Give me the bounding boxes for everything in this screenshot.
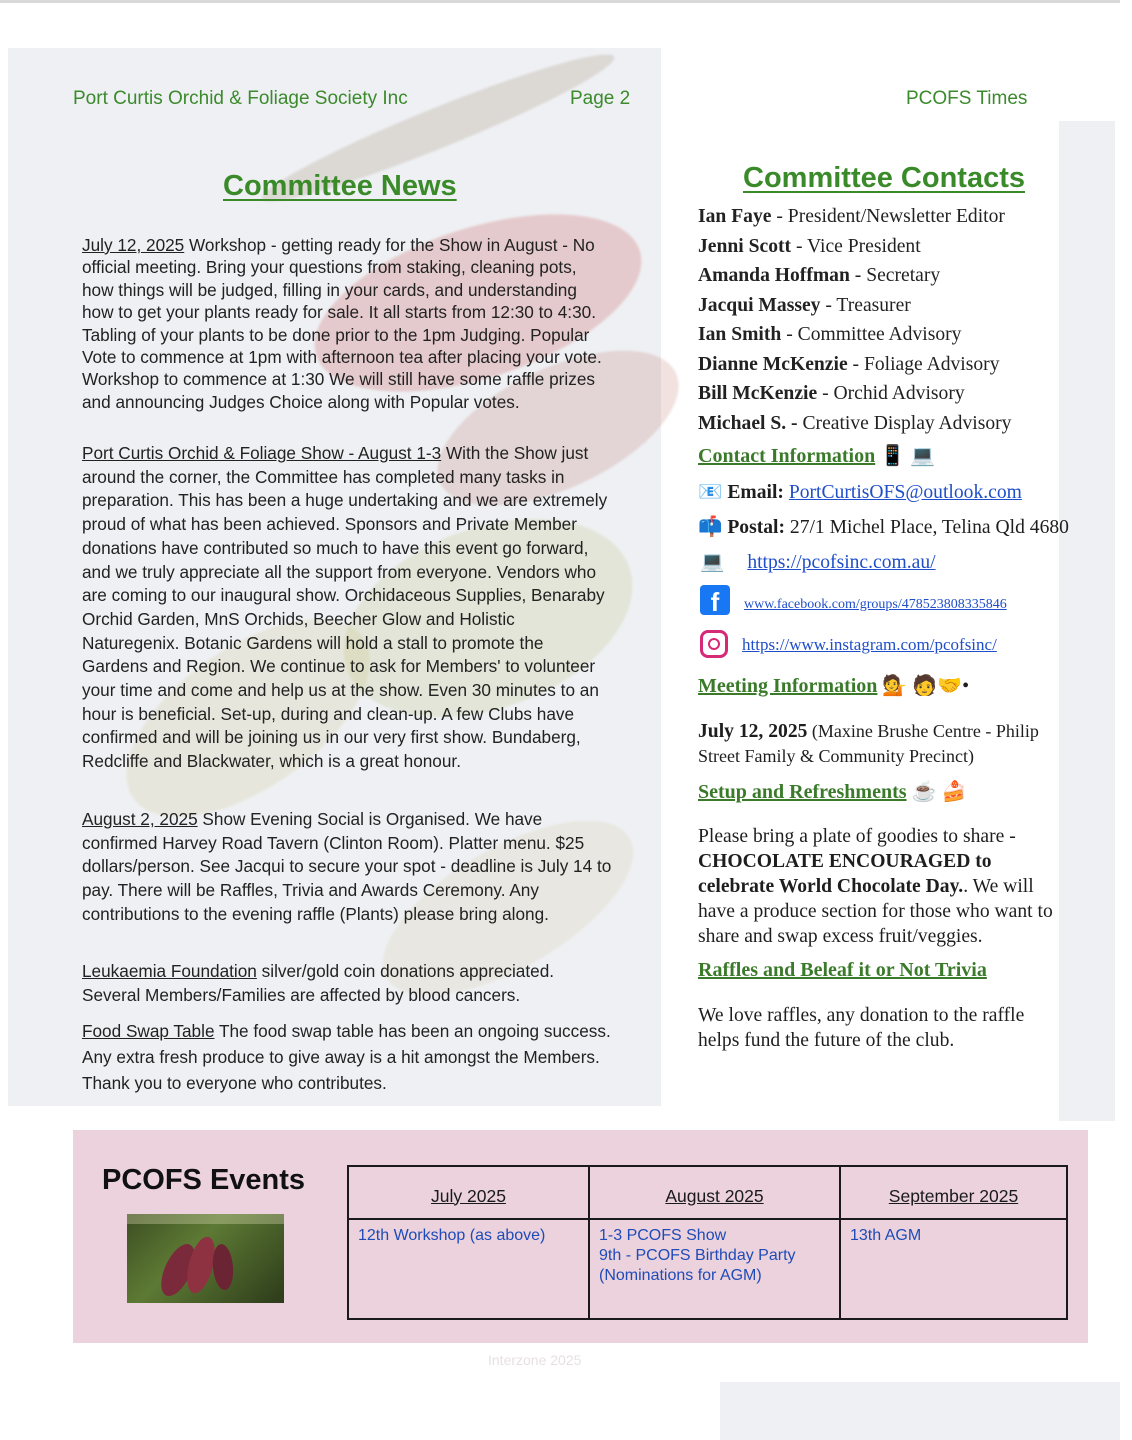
facebook-link[interactable]: www.facebook.com/groups/478523808335846	[744, 596, 1007, 612]
setup-heading	[698, 779, 966, 804]
meeting-location: (Maxine Brushe Centre - Philip Street Family & Community Precinct)	[698, 721, 1039, 766]
column-header-september: September 2025	[840, 1166, 1067, 1219]
member-row	[698, 236, 1078, 266]
pod-shape	[211, 1243, 235, 1291]
meeting-information-heading	[698, 673, 969, 698]
member-role: Creative Display Advisory	[797, 412, 1012, 434]
committee-news-title: Committee News	[223, 170, 457, 202]
chocolate-encouraged-text: CHOCOLATE ENCOURAGED to celebrate World Chocolate Day.	[698, 851, 992, 897]
setup-text-intro: Please bring a plate of goodies to share -	[698, 826, 1016, 847]
member-name: Bill McKenzie	[698, 383, 818, 404]
news-heading: August 2, 2025	[82, 809, 198, 829]
member-name: Amanda Hoffman	[698, 265, 850, 286]
instagram-row	[700, 630, 997, 658]
event-item: 12th Workshop (as above)	[358, 1227, 546, 1244]
member-role: - Foliage Advisory	[847, 353, 1000, 375]
member-role: - Secretary	[849, 265, 941, 286]
email-icon: 📧	[698, 482, 723, 503]
member-row	[698, 383, 1078, 413]
member-row	[698, 295, 1078, 325]
contact-information-heading	[698, 443, 935, 468]
news-heading: Food Swap Table	[82, 1021, 215, 1041]
postal-label: Postal:	[727, 517, 785, 538]
facebook-row	[700, 585, 1007, 615]
phone-laptop-icon: 📱 💻	[880, 445, 936, 467]
sky-strip	[127, 1214, 284, 1224]
bottom-panel-background	[720, 1382, 1120, 1440]
member-role: - Treasurer	[820, 294, 911, 316]
news-heading: Leukaemia Foundation	[82, 961, 257, 981]
committee-contacts-title: Committee Contacts	[743, 162, 1025, 194]
news-heading: Port Curtis Orchid & Foliage Show - August 1-3	[82, 443, 442, 463]
meeting-date: July 12, 2025	[698, 721, 808, 742]
meeting-details	[698, 719, 1070, 769]
website-row	[700, 550, 936, 574]
news-heading: July 12, 2025	[82, 235, 185, 255]
events-body-row	[348, 1219, 1067, 1319]
news-text: silver/gold coin donations appreciated. Several Members/Families are affected by blood cancers.	[82, 961, 555, 1005]
member-row	[698, 206, 1078, 236]
member-name: Ian Faye	[698, 206, 772, 227]
setup-text-rest: . We will have a produce section for those who want to share and swap excess fruit/veggies.	[698, 876, 1053, 947]
website-link[interactable]: https://pcofsinc.com.au/	[747, 552, 936, 573]
newsletter-name: PCOFS Times	[906, 88, 1028, 109]
events-header-row	[348, 1166, 1067, 1219]
member-role: - President/Newsletter Editor	[771, 206, 1005, 227]
cacao-pods-photo	[127, 1214, 284, 1303]
event-item: (Nominations for AGM)	[599, 1267, 762, 1284]
member-name: Jenni Scott	[698, 235, 792, 257]
events-table	[347, 1165, 1068, 1320]
august-events-cell	[589, 1219, 840, 1319]
news-text: Show Evening Social is Organised. We have confirmed Harvey Road Tavern (Clinton Room). Platter menu. $25 dollars/person. See Jacqui to secure your spot - deadline is July 14 to pay. There will be Raffles, Trivia and Awards Ceremony. Any contributions to the evening raffle (Plants) please bring along.	[82, 809, 612, 924]
faint-footer-text: Interzone 2025	[488, 1352, 582, 1368]
email-label: Email:	[727, 482, 784, 503]
column-header-august: August 2025	[589, 1166, 840, 1219]
news-text: The food swap table has been an ongoing success. Any extra fresh produce to give away is a hit amongst the Members. Thank you to everyone who contributes.	[82, 1021, 611, 1093]
top-border	[0, 0, 1120, 3]
email-link[interactable]: PortCurtisOFS@outlook.com	[788, 482, 1022, 503]
raffles-text: We love raffles, any donation to the raffle helps fund the future of the club.	[698, 1005, 1025, 1051]
setup-refreshments-link[interactable]: Setup and Refreshments	[698, 781, 907, 803]
raffles-trivia-link[interactable]: Raffles and Beleaf it or Not Trivia	[698, 959, 987, 981]
member-name: Ian Smith	[698, 324, 782, 345]
news-text: With the Show just around the corner, the Committee has completed many tasks in preparation. This has been a huge undertaking and we are extremely proud of what has been achieved. Sponsors and Private Member donations have contributed so much to have this event go forward, and we truly appreciate all the support from everyone. Vendors who are coming to our inaugural show. Orchidaceous Supplies, Benaraby Orchid Garden, MnS Orchids, Beecher Glow and Holistic Naturegenix. Botanic Gardens will hold a stall to promote the Gardens and Region. We continue to ask for Members' to volunteer your time and come and help us at the show. Even 30 minutes to an hour is beneficial. Set-up, during and clean-up. A few Clubs have confirmed and will be joining us in our very first show. Bundaberg, Redcliffe and Blackwater, which is a great honour.	[82, 443, 608, 772]
people-handshake-icon: 💁 🧑🤝•	[882, 675, 970, 697]
member-name: Jacqui Massey	[698, 294, 821, 316]
instagram-icon	[700, 630, 728, 658]
member-name: Dianne McKenzie	[698, 353, 848, 375]
setup-text	[698, 824, 1070, 949]
mailbox-icon: 📫	[698, 517, 723, 538]
meeting-information-link[interactable]: Meeting Information	[698, 675, 878, 697]
member-row	[698, 413, 1078, 443]
september-events-cell	[840, 1219, 1067, 1319]
member-role: - Vice President	[791, 235, 921, 257]
event-item: 1-3 PCOFS Show	[599, 1227, 727, 1244]
member-role: - Orchid Advisory	[817, 383, 965, 404]
events-title: PCOFS Events	[102, 1164, 306, 1196]
news-item-show	[82, 442, 612, 774]
coffee-cake-icon: ☕ 🍰	[911, 781, 967, 803]
event-item: 13th AGM	[850, 1227, 922, 1244]
news-item-social	[82, 808, 612, 927]
postal-address: 27/1 Michel Place, Telina Qld 4680	[785, 517, 1069, 538]
society-name: Port Curtis Orchid & Foliage Society Inc	[73, 88, 408, 109]
postal-row	[698, 515, 1069, 539]
member-name: Michael S. -	[698, 412, 798, 434]
contact-information-link[interactable]: Contact Information	[698, 445, 876, 467]
committee-member-list	[698, 206, 1078, 442]
member-row	[698, 354, 1078, 384]
july-events-cell	[348, 1219, 589, 1319]
laptop-icon: 💻	[700, 552, 725, 573]
news-item-food-swap	[82, 1018, 612, 1096]
news-item-leukaemia	[82, 960, 612, 1007]
instagram-link[interactable]: https://www.instagram.com/pcofsinc/	[742, 634, 997, 654]
email-row	[698, 480, 1022, 504]
member-row	[698, 265, 1078, 295]
news-item-workshop	[82, 234, 612, 413]
member-role: - Committee Advisory	[781, 324, 962, 345]
news-text: Workshop - getting ready for the Show in August - No official meeting. Bring your questions from staking, cleaning pots, how things will be judged, filling in your cards, and understanding how to get your plants ready for sale. It all starts from 12:30 to 4:30. Tabling of your plants to be done prior to the 1pm Judging. Popular Vote to commence at 1pm with afternoon tea after placing your vote. Workshop to commence at 1:30 We will still have some raffle prizes and announcing Judges Choice along with Popular votes.	[82, 235, 602, 412]
raffles-heading	[698, 959, 987, 982]
column-header-july: July 2025	[348, 1166, 589, 1219]
page-number: Page 2	[570, 88, 631, 109]
member-row	[698, 324, 1078, 354]
facebook-icon: f	[700, 585, 730, 615]
event-item: 9th - PCOFS Birthday Party	[599, 1247, 796, 1264]
